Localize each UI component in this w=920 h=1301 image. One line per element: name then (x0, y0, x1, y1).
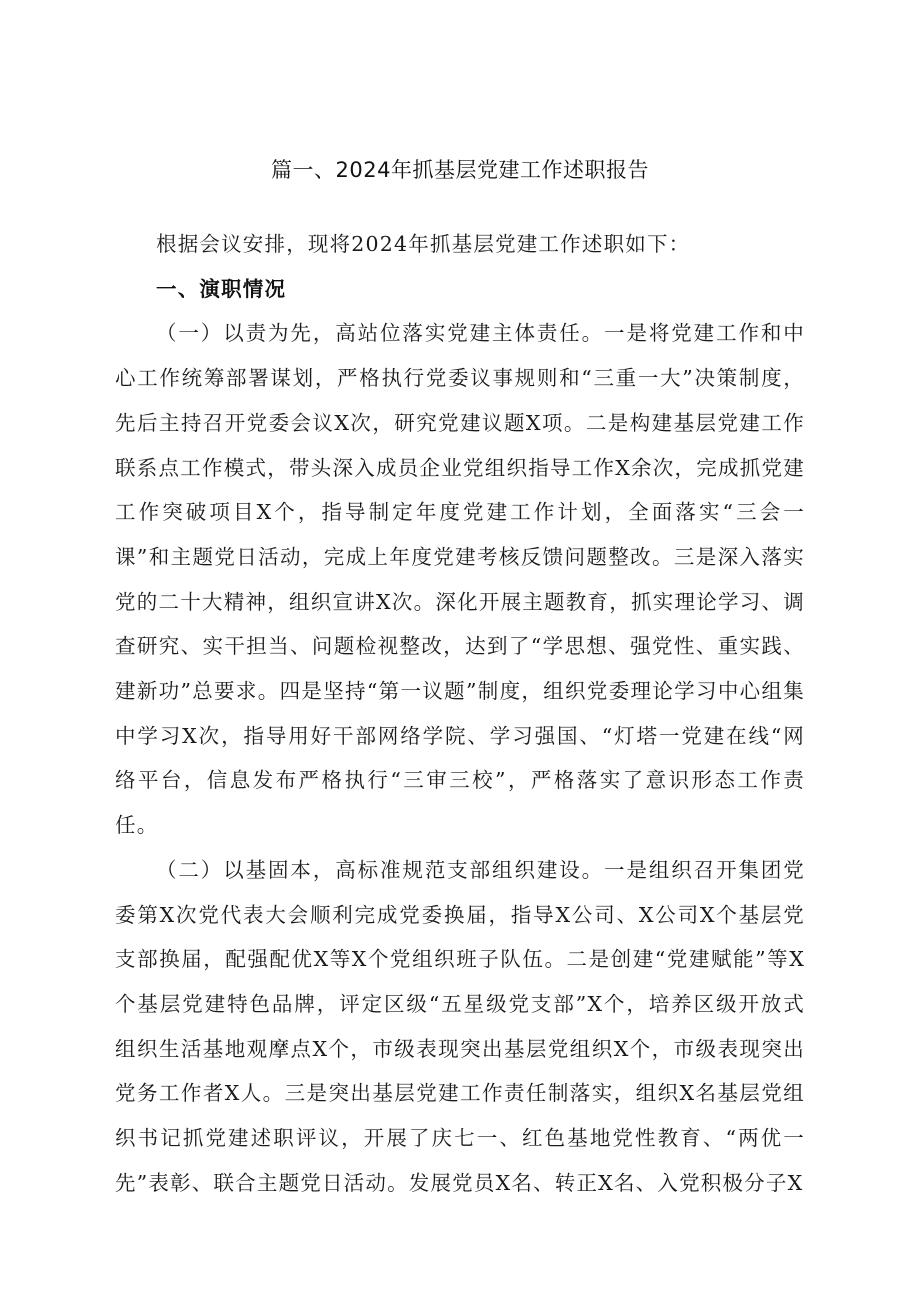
body-paragraph: （一）以责为先，高站位落实党建主体责任。一是将党建工作和中心工作统筹部署谋划，严格执行党委议事规则和“三重一大”决策制度，先后主持召开党委会议X次，研究党建议题X项。二是构建基层党建工作联系点工作模式，带头深入成员企业党组织指导工作X余次，完成抓党建工作突破项目X个，指导制定年度党建工作计划，全面落实“三会一课”和主题党日活动，完成上年度党建考核反馈问题整改。三是深入落实党的二十大精神，组织宣讲X次。深化开展主题教育，抓实理论学习、调查研究、实干担当、问题检视整改，达到了“学思想、强党性、重实践、建新功”总要求。四是坚持“第一议题”制度，组织党委理论学习中心组集中学习X次，指导用好干部网络学院、学习强国、“灯塔一党建在线“网络平台，信息发布严格执行“三审三校”，严格落实了意识形态工作责任。 (115, 321, 805, 838)
body-paragraph: （二）以基固本，高标准规范支部组织建设。一是组织召开集团党委第X次党代表大会顺利完成党委换届，指导X公司、X公司X个基层党支部换届，配强配优X等X个党组织班子队伍。二是创建“党建赋能”等X个基层党建特色品牌，评定区级“五星级党支部”X个，培养区级开放式组织生活基地观摩点X个，市级表现突出基层党组织X个，市级表现突出党务工作者X人。三是突出基层党建工作责任制落实，组织X名基层党组织书记抓党建述职评议，开展了庆七一、红色基地党性教育、“两优一先”表彰、联合主题党日活动。发展党员X名、转正X名、入党积极分子X (115, 857, 805, 1195)
document-body (115, 222, 805, 1205)
intro-paragraph: 根据会议安排，现将2024年抓基层党建工作述职如下： (156, 232, 691, 256)
document-title: 篇一、2024年抓基层党建工作述职报告 (271, 158, 649, 182)
section-heading: 一、演职情况 (156, 276, 287, 301)
